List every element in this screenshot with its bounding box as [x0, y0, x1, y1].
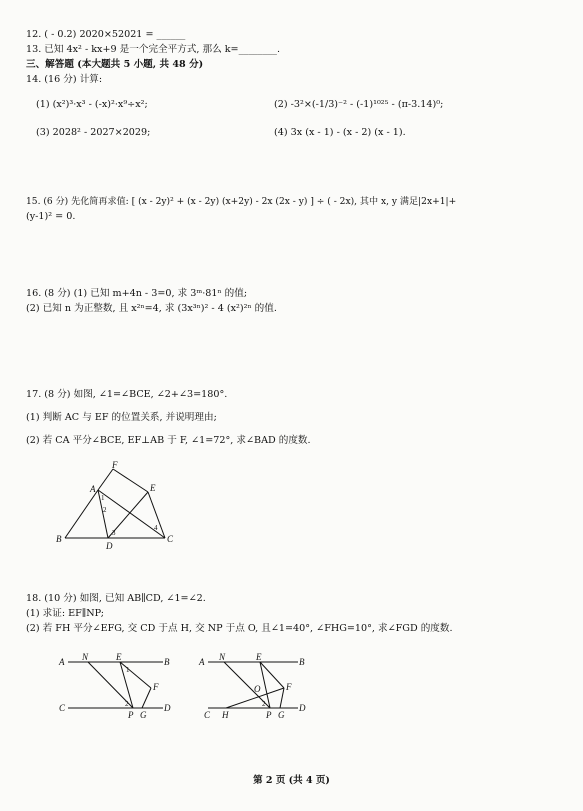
label-H: H [222, 710, 229, 720]
label-P: P [266, 710, 272, 720]
figure-question-18-left [58, 650, 188, 722]
question-16-part1: 16. (8 分) (1) 已知 m+4n - 3=0, 求 3ᵐ·81ⁿ 的值; [26, 288, 248, 299]
label-D: D [164, 703, 171, 713]
question-17-part1: (1) 判断 AC 与 EF 的位置关系, 并说明理由; [26, 412, 217, 423]
label-E: E [150, 483, 156, 493]
label-B: B [164, 657, 170, 667]
label-F: F [286, 682, 292, 692]
segment-EF [260, 662, 284, 688]
segment-EF [120, 662, 151, 688]
question-15-line2: (y-1)² = 0. [26, 211, 76, 222]
figure-question-18-right [198, 650, 318, 722]
label-C: C [167, 534, 174, 544]
question-18-part2: (2) 若 FH 平分∠EFG, 交 CD 于点 H, 交 NP 于点 O, 且∠1=40°, ∠FHG=10°, 求∠FGD 的度数. [26, 623, 453, 634]
segment-BA [65, 490, 98, 538]
label-A: A [199, 657, 205, 667]
label-A: A [59, 657, 65, 667]
label-D: D [106, 541, 113, 551]
question-18-part1: (1) 求证: EF∥NP; [26, 608, 104, 619]
label-N: N [82, 652, 89, 662]
question-14-part4: (4) 3x (x - 1) - (x - 2) (x - 1). [274, 127, 406, 138]
angle-label-2: 2 [262, 700, 266, 708]
label-B: B [56, 534, 62, 544]
angle-label-3: 3 [112, 529, 116, 537]
label-P: P [128, 710, 134, 720]
angle-label-4: 4 [154, 524, 158, 532]
question-17-part2: (2) 若 CA 平分∠BCE, EF⊥AB 于 F, ∠1=72°, 求∠BAD 的度数. [26, 435, 311, 446]
question-15-line1: 15. (6 分) 先化简再求值: [ (x - 2y)² + (x - 2y) (x+2y) - 2x (2x - y) ] ÷ ( - 2x), 其中 x, y 满足|2x+1|+ [26, 197, 457, 207]
question-16-part2: (2) 已知 n 为正整数, 且 x²ⁿ=4, 求 (3x³ⁿ)² - 4 (x²)²ⁿ 的值. [26, 303, 277, 314]
segment-FG [142, 688, 151, 708]
label-C: C [204, 710, 211, 720]
question-14-part2: (2) -3²×(-1/3)⁻² - (-1)¹⁰²⁵ - (π-3.14)⁰; [274, 99, 444, 110]
label-B: B [299, 657, 305, 667]
segment-AF [98, 469, 113, 490]
label-F: F [153, 682, 159, 692]
angle-label-1: 1 [101, 494, 105, 502]
label-D: D [299, 703, 306, 713]
question-14-part3: (3) 2028² - 2027×2029; [36, 127, 151, 138]
question-14-part1: (1) (x²)³·x³ - (-x)²·x⁹÷x²; [36, 99, 148, 110]
question-14: 14. (16 分) 计算: [26, 74, 103, 85]
angle-label-2: 2 [125, 700, 129, 708]
page-footer: 第 2 页 (共 4 页) [253, 775, 330, 786]
question-18: 18. (10 分) 如图, 已知 AB∥CD, ∠1=∠2. [26, 593, 206, 604]
segment-FG [280, 688, 284, 708]
question-17: 17. (8 分) 如图, ∠1=∠BCE, ∠2+∠3=180°. [26, 389, 228, 400]
label-E: E [256, 652, 262, 662]
label-N: N [219, 652, 226, 662]
question-12: 12. ( - 0.2) 2020×52021 = ______ [26, 29, 186, 40]
angle-label-2: 2 [103, 506, 107, 514]
label-C: C [59, 703, 66, 713]
angle-label-1: 1 [126, 666, 130, 674]
label-G: G [278, 710, 285, 720]
segment-FE [113, 469, 148, 492]
label-A: A [90, 484, 96, 494]
label-G: G [140, 710, 147, 720]
question-13: 13. 已知 4x² - kx+9 是一个完全平方式, 那么 k=________. [26, 44, 281, 55]
label-F: F [112, 460, 118, 470]
section-heading: 三、解答题 (本大题共 5 小题, 共 48 分) [26, 59, 204, 70]
figure-question-17 [55, 460, 185, 552]
label-E: E [116, 652, 122, 662]
label-O: O [254, 684, 261, 694]
